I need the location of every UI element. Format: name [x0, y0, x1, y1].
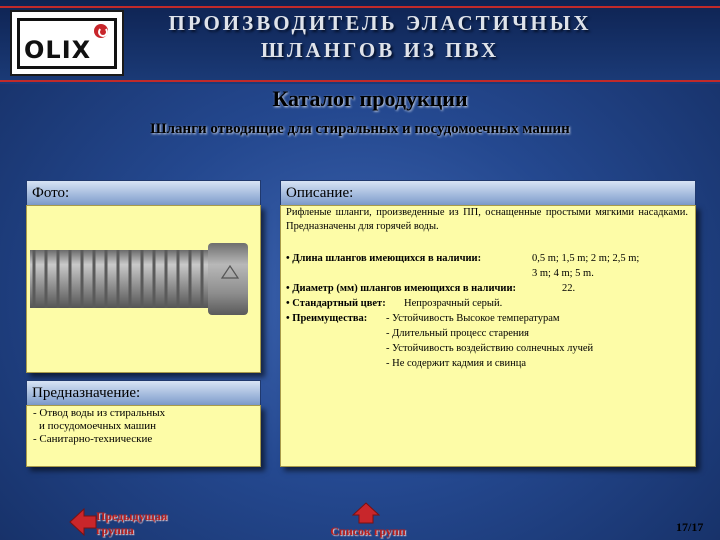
product-subtitle: Шланги отводящие для стиральных и посудомоечных машин [150, 121, 570, 137]
home-up-icon [352, 502, 380, 524]
hose-photo [30, 240, 248, 320]
description-label: Описание: [286, 185, 354, 201]
advantage-item: - Устойчивость Высокое температурам [386, 313, 560, 324]
header-title-line1: ПРОИЗВОДИТЕЛЬ ЭЛАСТИЧНЫХ [168, 11, 592, 35]
spec-length-value-2: 3 m; 4 m; 5 m. [532, 268, 594, 279]
arrow-left-icon [68, 507, 98, 537]
description-text: Рифленые шланги, произведенные из ПП, оснащенные простыми мягкими насадками. Предназначены для горячей воды. [286, 207, 688, 232]
spec-color-label: • Стандартный цвет: [286, 298, 386, 309]
spec-length [286, 251, 688, 266]
purpose-item: и посудомоечных машин [39, 420, 157, 432]
header-title [140, 10, 620, 64]
photo-label: Фото: [32, 185, 70, 201]
group-list-label: Список групп [330, 524, 406, 538]
spec-color-value: Непрозрачный серый. [404, 298, 503, 309]
advantage-item: - Устойчивость воздействию солнечных лучей [386, 343, 594, 354]
logo-text: OLIX [24, 36, 92, 64]
specs-list [286, 251, 688, 371]
purpose-list [33, 407, 263, 446]
advantage-row [286, 326, 688, 341]
spec-color [286, 296, 688, 311]
group-list-button[interactable] [318, 502, 418, 540]
purpose-card-header [26, 380, 261, 406]
description-card-header [280, 180, 696, 206]
prev-group-button[interactable] [68, 505, 188, 539]
advantage-item: - Не содержит кадмия и свинца [386, 358, 526, 369]
advantage-row [286, 356, 688, 371]
header-title-line2: ШЛАНГОВ ИЗ ПВХ [260, 38, 500, 62]
prev-group-label-line1: Предыдущая [96, 509, 168, 523]
spec-diameter [286, 281, 688, 296]
purpose-item: - Санитарно-технические [33, 433, 153, 445]
spec-diameter-value: 22. [562, 283, 576, 294]
prev-group-label-line2: группа [96, 523, 134, 537]
header-stripe-top [0, 6, 720, 8]
spec-length-label: • Длина шлангов имеющихся в наличии: [286, 253, 482, 264]
spec-length-cont [286, 266, 688, 281]
company-logo [10, 10, 124, 76]
photo-card-header [26, 180, 261, 206]
advantage-row [286, 341, 688, 356]
spec-advantages-label: • Преимущества: [286, 313, 368, 324]
spec-length-value-1: 0,5 m; 1,5 m; 2 m; 2,5 m; [532, 253, 640, 264]
catalog-title: Каталог продукции [272, 86, 468, 111]
purpose-item: - Отвод воды из стиральных [33, 407, 166, 419]
purpose-label: Предназначение: [32, 385, 141, 401]
spec-advantages [286, 311, 688, 326]
prev-group-label [96, 509, 167, 537]
advantage-item: - Длительный процесс старения [386, 328, 529, 339]
page-number: 17/17 [676, 520, 704, 534]
header-stripe-bottom [0, 80, 720, 82]
spec-diameter-label: • Диаметр (мм) шлангов имеющихся в наличии: [286, 283, 517, 294]
